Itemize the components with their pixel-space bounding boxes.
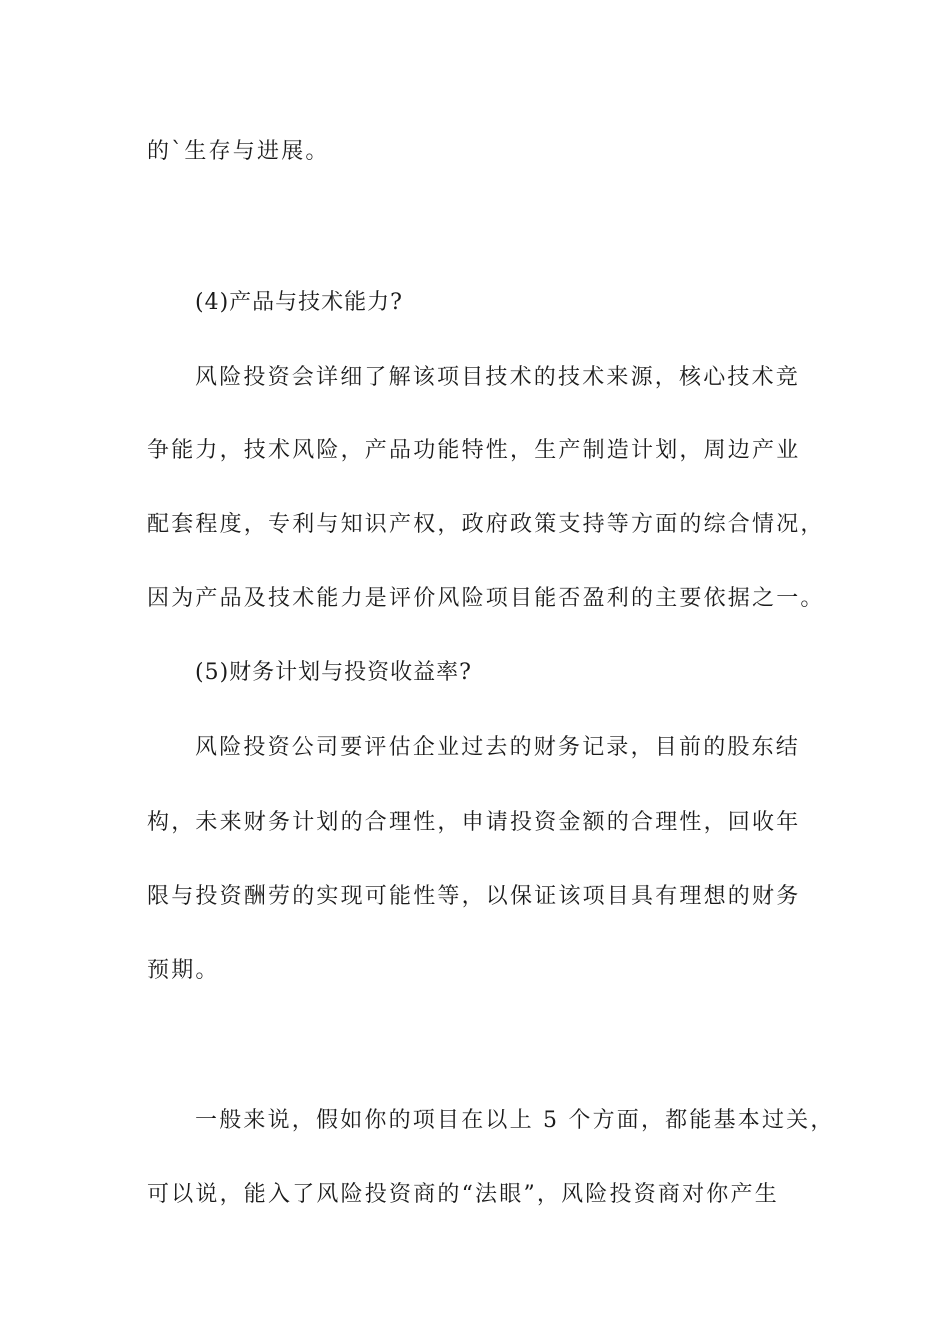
paragraph-line: 风险投资公司要评估企业过去的财务记录，目前的股东结 [195,735,801,760]
paragraph-line: 限与投资酬劳的实现可能性等，以保证该项目具有理想的财务 [147,884,801,909]
paragraph-line: 配套程度，专利与知识产权，政府政策支持等方面的综合情况， [147,512,825,537]
paragraph-line: 争能力，技术风险，产品功能特性，生产制造计划，周边产业 [147,438,801,463]
paragraph-line: 风险投资会详细了解该项目技术的技术来源，核心技术竞 [195,365,801,390]
paragraph-line: 预期。 [147,958,220,983]
paragraph-line: 一般来说，假如你的项目在以上 5 个方面，都能基本过关， [195,1108,835,1133]
paragraph-line: 构，未来财务计划的合理性，申请投资金额的合理性，回收年 [147,810,801,835]
section-heading: (5)财务计划与投资收益率? [195,660,472,685]
paragraph-line: 因为产品及技术能力是评价风险项目能否盈利的主要依据之一。 [147,586,825,611]
paragraph-line: 可以说，能入了风险投资商的“法眼”，风险投资商对你产生 [147,1182,779,1207]
text-line: 的`生存与进展。 [147,139,330,164]
section-heading: (4)产品与技术能力? [195,290,403,315]
